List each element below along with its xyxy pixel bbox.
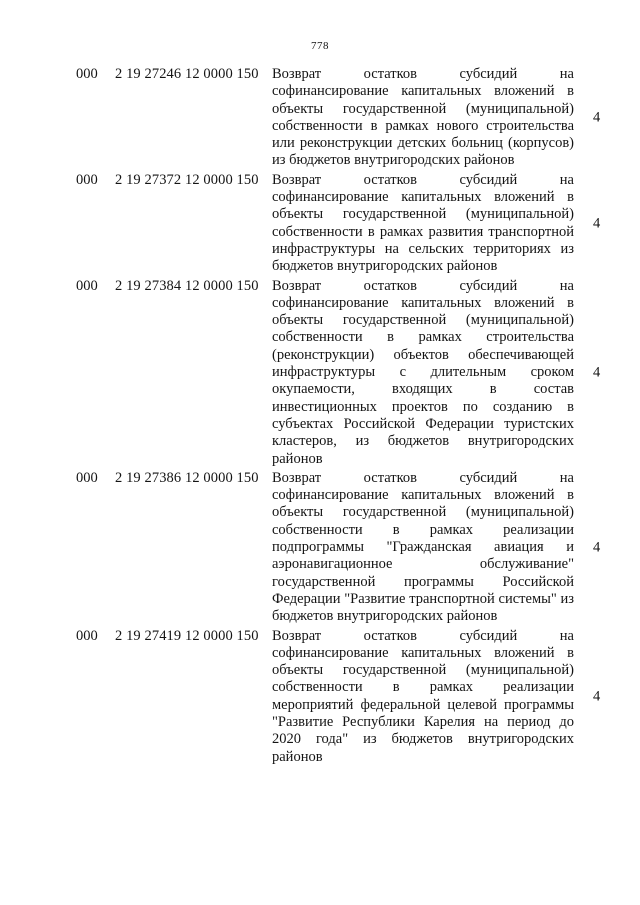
amount-value: 4 bbox=[593, 109, 601, 126]
income-description: Возврат остатков субсидий на софинансирование капитальных вложений в объекты государственной (муниципальной) собственности в рамках строительства (реконструкции) объектов обеспечивающей инфраструктуры с длительным сроком окупаемости, входящих в состав инвестиционных проектов по созданию в субъектах Российской Федерации туристских кластеров, из бюджетов внутригородских районов bbox=[272, 277, 574, 467]
table-row bbox=[0, 470, 640, 626]
amount-value: 4 bbox=[593, 539, 601, 556]
budget-code-table bbox=[0, 66, 640, 768]
admin-code: 000 bbox=[76, 171, 98, 188]
table-row bbox=[0, 628, 640, 766]
page-number: 778 bbox=[311, 40, 329, 52]
amount-value: 4 bbox=[593, 215, 601, 232]
income-description: Возврат остатков субсидий на софинансирование капитальных вложений в объекты государственной (муниципальной) собственности в рамках нового строительства или реконструкции детских больниц (корпусов) из бюджетов внутригородских районов bbox=[272, 66, 574, 169]
income-description: Возврат остатков субсидий на софинансирование капитальных вложений в объекты государственной (муниципальной) собственности в рамках реализации подпрограммы "Гражданская авиация и аэронавигационное обслуживание" государственной программы Российской Федерации "Развитие транспортной системы" из бюджетов внутригородских районов bbox=[272, 469, 574, 625]
budget-classification-code: 2 19 27384 12 0000 150 bbox=[115, 277, 259, 294]
budget-classification-code: 2 19 27372 12 0000 150 bbox=[115, 171, 259, 188]
budget-classification-code: 2 19 27386 12 0000 150 bbox=[115, 469, 259, 486]
amount-value: 4 bbox=[593, 364, 601, 381]
admin-code: 000 bbox=[76, 469, 98, 486]
table-row bbox=[0, 66, 640, 170]
income-description: Возврат остатков субсидий на софинансирование капитальных вложений в объекты государственной (муниципальной) собственности в рамках развития транспортной инфраструктуры на сельских территориях из бюджетов внутригородских районов bbox=[272, 171, 574, 275]
income-description: Возврат остатков субсидий на софинансирование капитальных вложений в объекты государственной (муниципальной) собственности в рамках реализации мероприятий федеральной целевой программы "Развитие Республики Карелия на период до 2020 года" из бюджетов внутригородских районов bbox=[272, 627, 574, 765]
budget-classification-code: 2 19 27246 12 0000 150 bbox=[115, 66, 259, 82]
amount-value: 4 bbox=[593, 688, 601, 705]
admin-code: 000 bbox=[76, 66, 98, 82]
table-row bbox=[0, 278, 640, 468]
admin-code: 000 bbox=[76, 277, 98, 294]
admin-code: 000 bbox=[76, 627, 98, 644]
table-row bbox=[0, 172, 640, 276]
budget-classification-code: 2 19 27419 12 0000 150 bbox=[115, 627, 259, 644]
